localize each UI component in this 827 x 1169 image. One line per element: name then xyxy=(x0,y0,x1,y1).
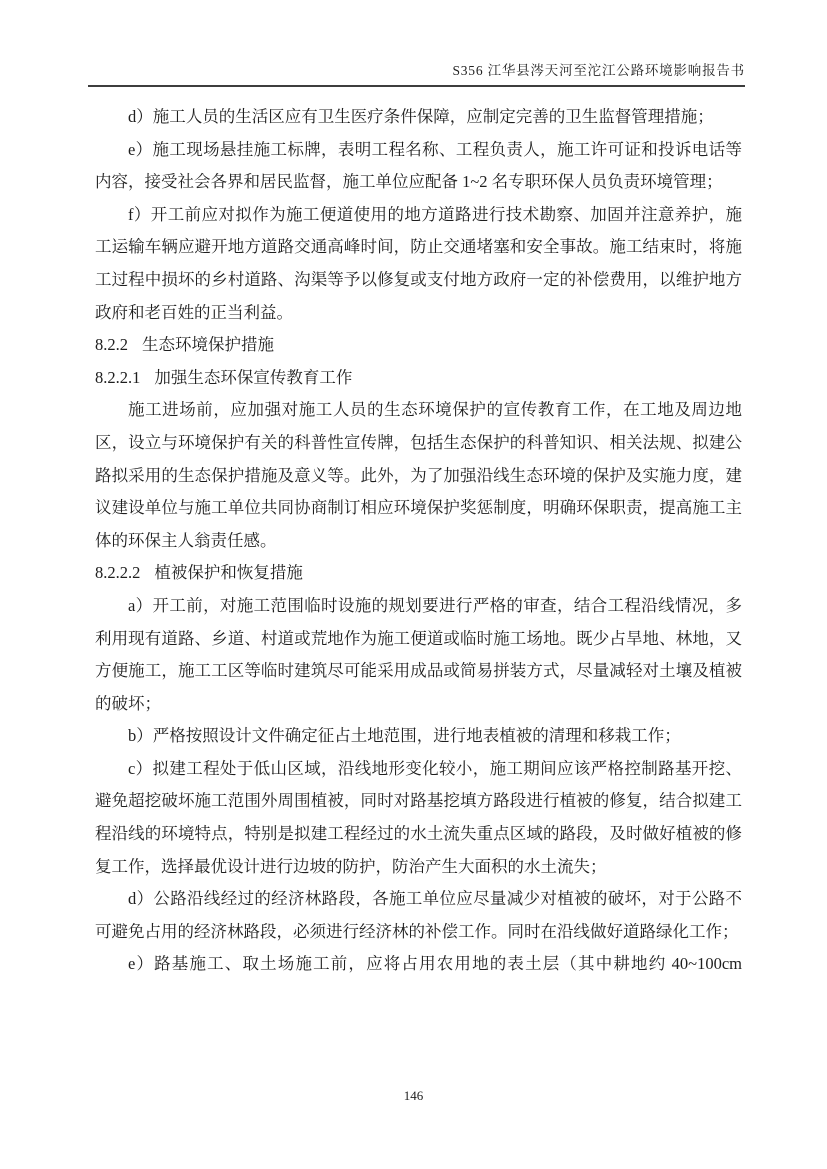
header-title: S356 江华县涔天河至沱江公路环境影响报告书 xyxy=(452,63,745,78)
section-title: 加强生态环保宣传教育工作 xyxy=(154,367,353,387)
page-footer xyxy=(0,1088,827,1104)
page-number: 146 xyxy=(403,1088,424,1103)
document-body xyxy=(95,101,742,981)
paragraph-item-e: e）施工现场悬挂施工标牌，表明工程名称、工程负责人，施工许可证和投诉电话等内容，接受社会各界和居民监督，施工单位应配备 1~2 名专职环保人员负责环境管理； xyxy=(95,139,742,192)
section-number: 8.2.2.2 xyxy=(95,563,141,583)
paragraph-item-b: b）严格按照设计文件确定征占土地范围，进行地表植被的清理和移栽工作； xyxy=(128,726,681,746)
section-number: 8.2.2.1 xyxy=(95,367,141,387)
paragraph-item-d2: d）公路沿线经过的经济林路段，各施工单位应尽量减少对植被的破坏，对于公路不可避免占用的经济林路段，必须进行经济林的补偿工作。同时在沿线做好道路绿化工作； xyxy=(95,889,742,941)
section-heading-8-2-2-1 xyxy=(95,362,742,395)
paragraph-item-d: d）施工人员的生活区应有卫生医疗条件保障，应制定完善的卫生监督管理措施； xyxy=(128,107,714,126)
section-heading-8-2-2-2 xyxy=(95,557,742,590)
header-rule xyxy=(88,85,745,87)
section-heading-8-2-2 xyxy=(95,329,742,362)
section-title: 植被保护和恢复措施 xyxy=(154,563,303,583)
paragraph-item-a: a）开工前，对施工范围临时设施的规划要进行严格的审查，结合工程沿线情况，多利用现有道路、乡道、村道或荒地作为施工便道或临时施工场地。既少占旱地、林地，又方便施工，施工工区等临时建筑尽可能采用成品或简易拼装方式，尽量减轻对土壤及植被的破坏； xyxy=(95,595,742,713)
page-header xyxy=(88,62,745,87)
section-number: 8.2.2 xyxy=(95,335,128,355)
paragraph-publicity-education: 施工进场前，应加强对施工人员的生态环境保护的宣传教育工作，在工地及周边地区，设立与环境保护有关的科普性宣传牌，包括生态保护的科普知识、相关法规、拟建公路拟采用的生态保护措施及意义等。此外，为了加强沿线生态环境的保护及实施力度，建议建设单位与施工单位共同协商制订相应环境保护奖惩制度，明确环保职责，提高施工主体的环保主人翁责任感。 xyxy=(95,400,742,550)
paragraph-item-f: f）开工前应对拟作为施工便道使用的地方道路进行技术勘察、加固并注意养护，施工运输车辆应避开地方道路交通高峰时间，防止交通堵塞和安全事故。施工结束时，将施工过程中损坏的乡村道路、沟渠等予以修复或支付地方政府一定的补偿费用，以维护地方政府和老百姓的正当利益。 xyxy=(95,204,742,322)
section-title: 生态环境保护措施 xyxy=(142,335,275,355)
paragraph-item-c: c）拟建工程处于低山区域，沿线地形变化较小，施工期间应该严格控制路基开挖、避免超挖破坏施工范围外周围植被，同时对路基挖填方路段进行植被的修复，结合拟建工程沿线的环境特点，特别是拟建工程经过的水土流失重点区域的路段，及时做好植被的修复工作，选择最优设计进行边坡的防护，防治产生大面积的水土流失； xyxy=(95,758,742,876)
paragraph-item-e2: e）路基施工、取土场施工前，应将占用农用地的表土层（其中耕地约 40~100cm xyxy=(128,954,742,974)
